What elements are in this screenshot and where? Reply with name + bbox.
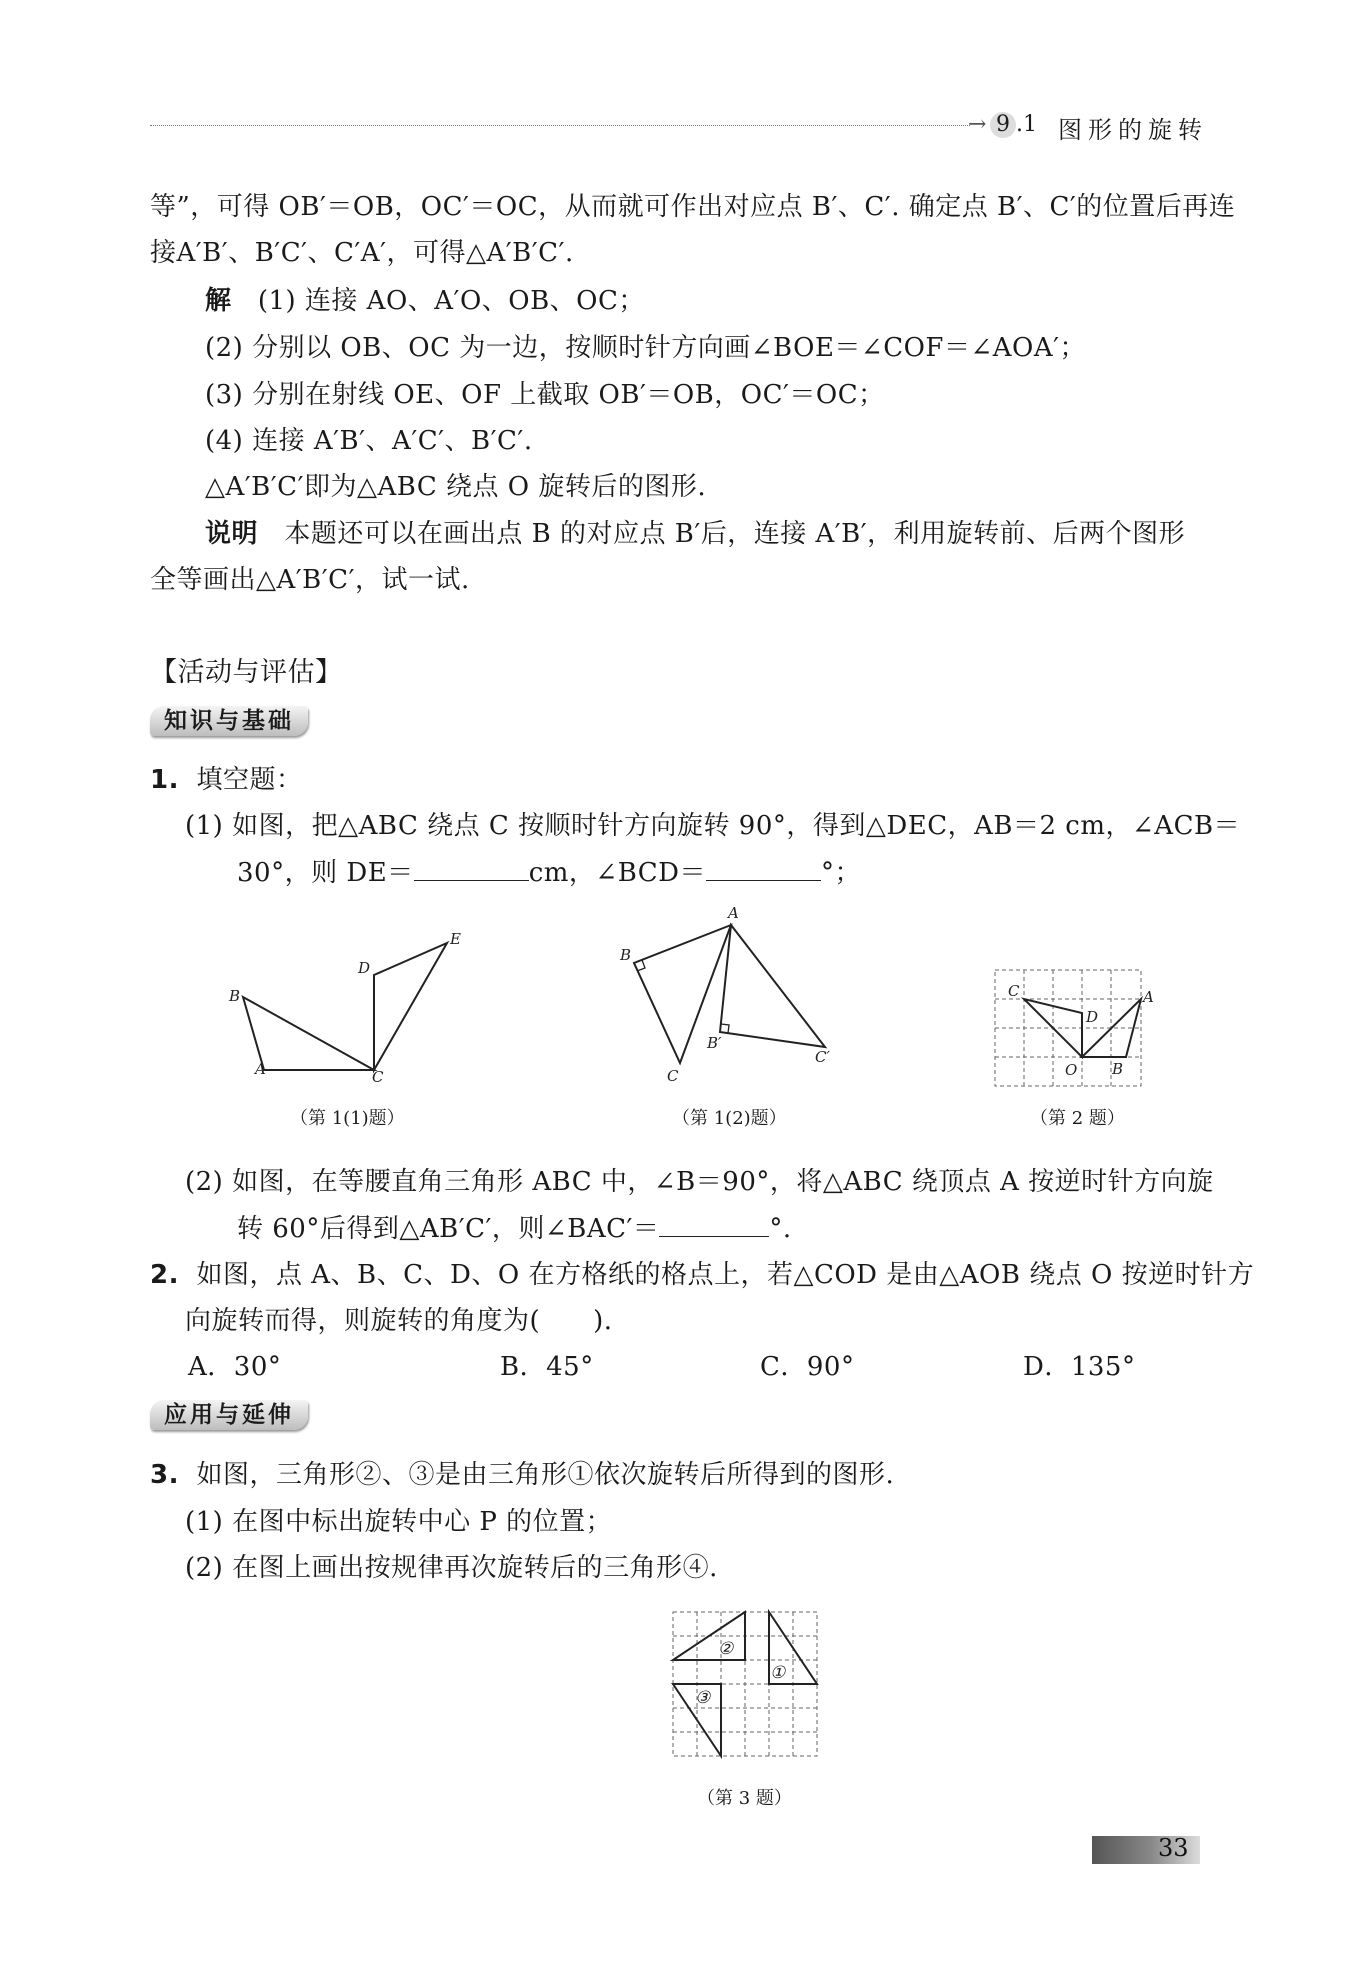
q2-option-c[interactable]: C．90° — [760, 1352, 855, 1382]
label-b-2: B — [620, 946, 632, 964]
q2-option-b[interactable]: B．45° — [500, 1352, 594, 1382]
q3-line2: (1) 在图中标出旋转中心 P 的位置； — [185, 1507, 613, 1537]
q3-number: 3. — [150, 1460, 179, 1490]
label-c: C — [372, 1068, 384, 1086]
chapter-suffix: .1 — [1016, 112, 1037, 137]
solution-step-4: (4) 连接 A′B′、A′C′、B′C′. — [205, 426, 533, 456]
q1-part2-line1: (2) 如图，在等腰直角三角形 ABC 中，∠B＝90°，将△ABC 绕顶点 A 按逆时针方向旋 — [185, 1167, 1214, 1197]
note-label: 说明 — [205, 519, 259, 549]
label-triangle-2: ② — [718, 1639, 734, 1659]
q2-line2: 向旋转而得，则旋转的角度为( ). — [185, 1306, 613, 1336]
q1-part1-line1: (1) 如图，把△ABC 绕点 C 按顺时针方向旋转 90°，得到△DEC，AB＝2 cm，∠ACB＝ — [185, 811, 1241, 841]
label-d: D — [358, 959, 371, 977]
chapter-title: 图形的旋转 — [1058, 116, 1208, 144]
label-c-3: C — [1008, 982, 1020, 1000]
q2-option-d[interactable]: D．135° — [1023, 1352, 1136, 1382]
solution-step-2: (2) 分别以 OB、OC 为一边，按顺时针方向画∠BOE＝∠COF＝∠AOA′； — [205, 333, 1087, 363]
banner-knowledge-basics: 知识与基础 — [150, 706, 308, 736]
q2-line1-text: 如图，点 A、B、C、D、O 在方格纸的格点上，若△COD 是由△AOB 绕点 O 按逆时针方 — [196, 1260, 1255, 1290]
intro-line-1: 等”，可得 OB′＝OB，OC′＝OC，从而就可作出对应点 B′、C′. 确定点 B′、C′的位置后再连 — [150, 192, 1236, 222]
arrow-icon: → — [968, 112, 987, 137]
q2-option-a[interactable]: A．30° — [188, 1352, 282, 1382]
label-c-2: C — [667, 1067, 679, 1085]
q1-part1-text-b: cm，∠BCD＝ — [528, 858, 707, 888]
solution-step-1-text: (1) 连接 AO、A′O、OB、OC； — [257, 286, 645, 316]
label-triangle-3: ③ — [695, 1688, 711, 1708]
caption-fig-3: （第 3 题） — [697, 1788, 792, 1809]
q1-part2-text-b: °. — [769, 1214, 792, 1244]
q3-line1-text: 如图，三角形②、③是由三角形①依次旋转后所得到的图形. — [196, 1460, 895, 1490]
label-a-2: A — [728, 904, 739, 922]
q1-part1-text-a: 30°，则 DE＝ — [237, 858, 414, 888]
label-b-prime: B′ — [707, 1034, 722, 1052]
label-a: A — [255, 1060, 266, 1078]
q1-part1-text-c: °； — [821, 858, 862, 888]
label-o-3: O — [1065, 1061, 1078, 1079]
page-number: 33 — [1158, 1834, 1189, 1862]
caption-fig-1-2: （第 1(2)题） — [672, 1108, 787, 1129]
solution-label: 解 — [205, 286, 232, 316]
banner-application-extension: 应用与延伸 — [150, 1400, 308, 1430]
q2-number: 2. — [150, 1260, 179, 1290]
label-c-prime: C′ — [815, 1048, 830, 1066]
label-triangle-1: ① — [770, 1663, 786, 1683]
intro-line-2: 接A′B′、B′C′、C′A′，可得△A′B′C′. — [150, 238, 574, 268]
section-title: 【活动与评估】 — [150, 657, 343, 688]
solution-conclusion: △A′B′C′即为△ABC 绕点 O 旋转后的图形. — [205, 472, 707, 502]
note-line-2: 全等画出△A′B′C′，试一试. — [150, 565, 470, 595]
label-b-3: B — [1112, 1060, 1124, 1078]
label-d-3: D — [1086, 1008, 1099, 1026]
caption-fig-1-1: （第 1(1)题） — [290, 1108, 405, 1129]
label-a-3: A — [1143, 988, 1154, 1006]
label-e: E — [450, 930, 461, 948]
caption-fig-2: （第 2 题） — [1030, 1108, 1125, 1129]
q3-line3: (2) 在图上画出按规律再次旋转后的三角形④. — [185, 1553, 718, 1583]
q1-part2-text-a: 转 60°后得到△AB′C′，则∠BAC′＝ — [237, 1214, 660, 1244]
label-b: B — [229, 987, 241, 1005]
chapter-circle: 9 — [990, 112, 1016, 138]
note-line-1-text: 本题还可以在画出点 B 的对应点 B′后，连接 A′B′，利用旋转前、后两个图形 — [284, 519, 1186, 549]
q1-title: 填空题： — [196, 765, 303, 795]
q1-number: 1. — [150, 765, 179, 795]
solution-step-3: (3) 分别在射线 OE、OF 上截取 OB′＝OB，OC′＝OC； — [205, 380, 885, 410]
